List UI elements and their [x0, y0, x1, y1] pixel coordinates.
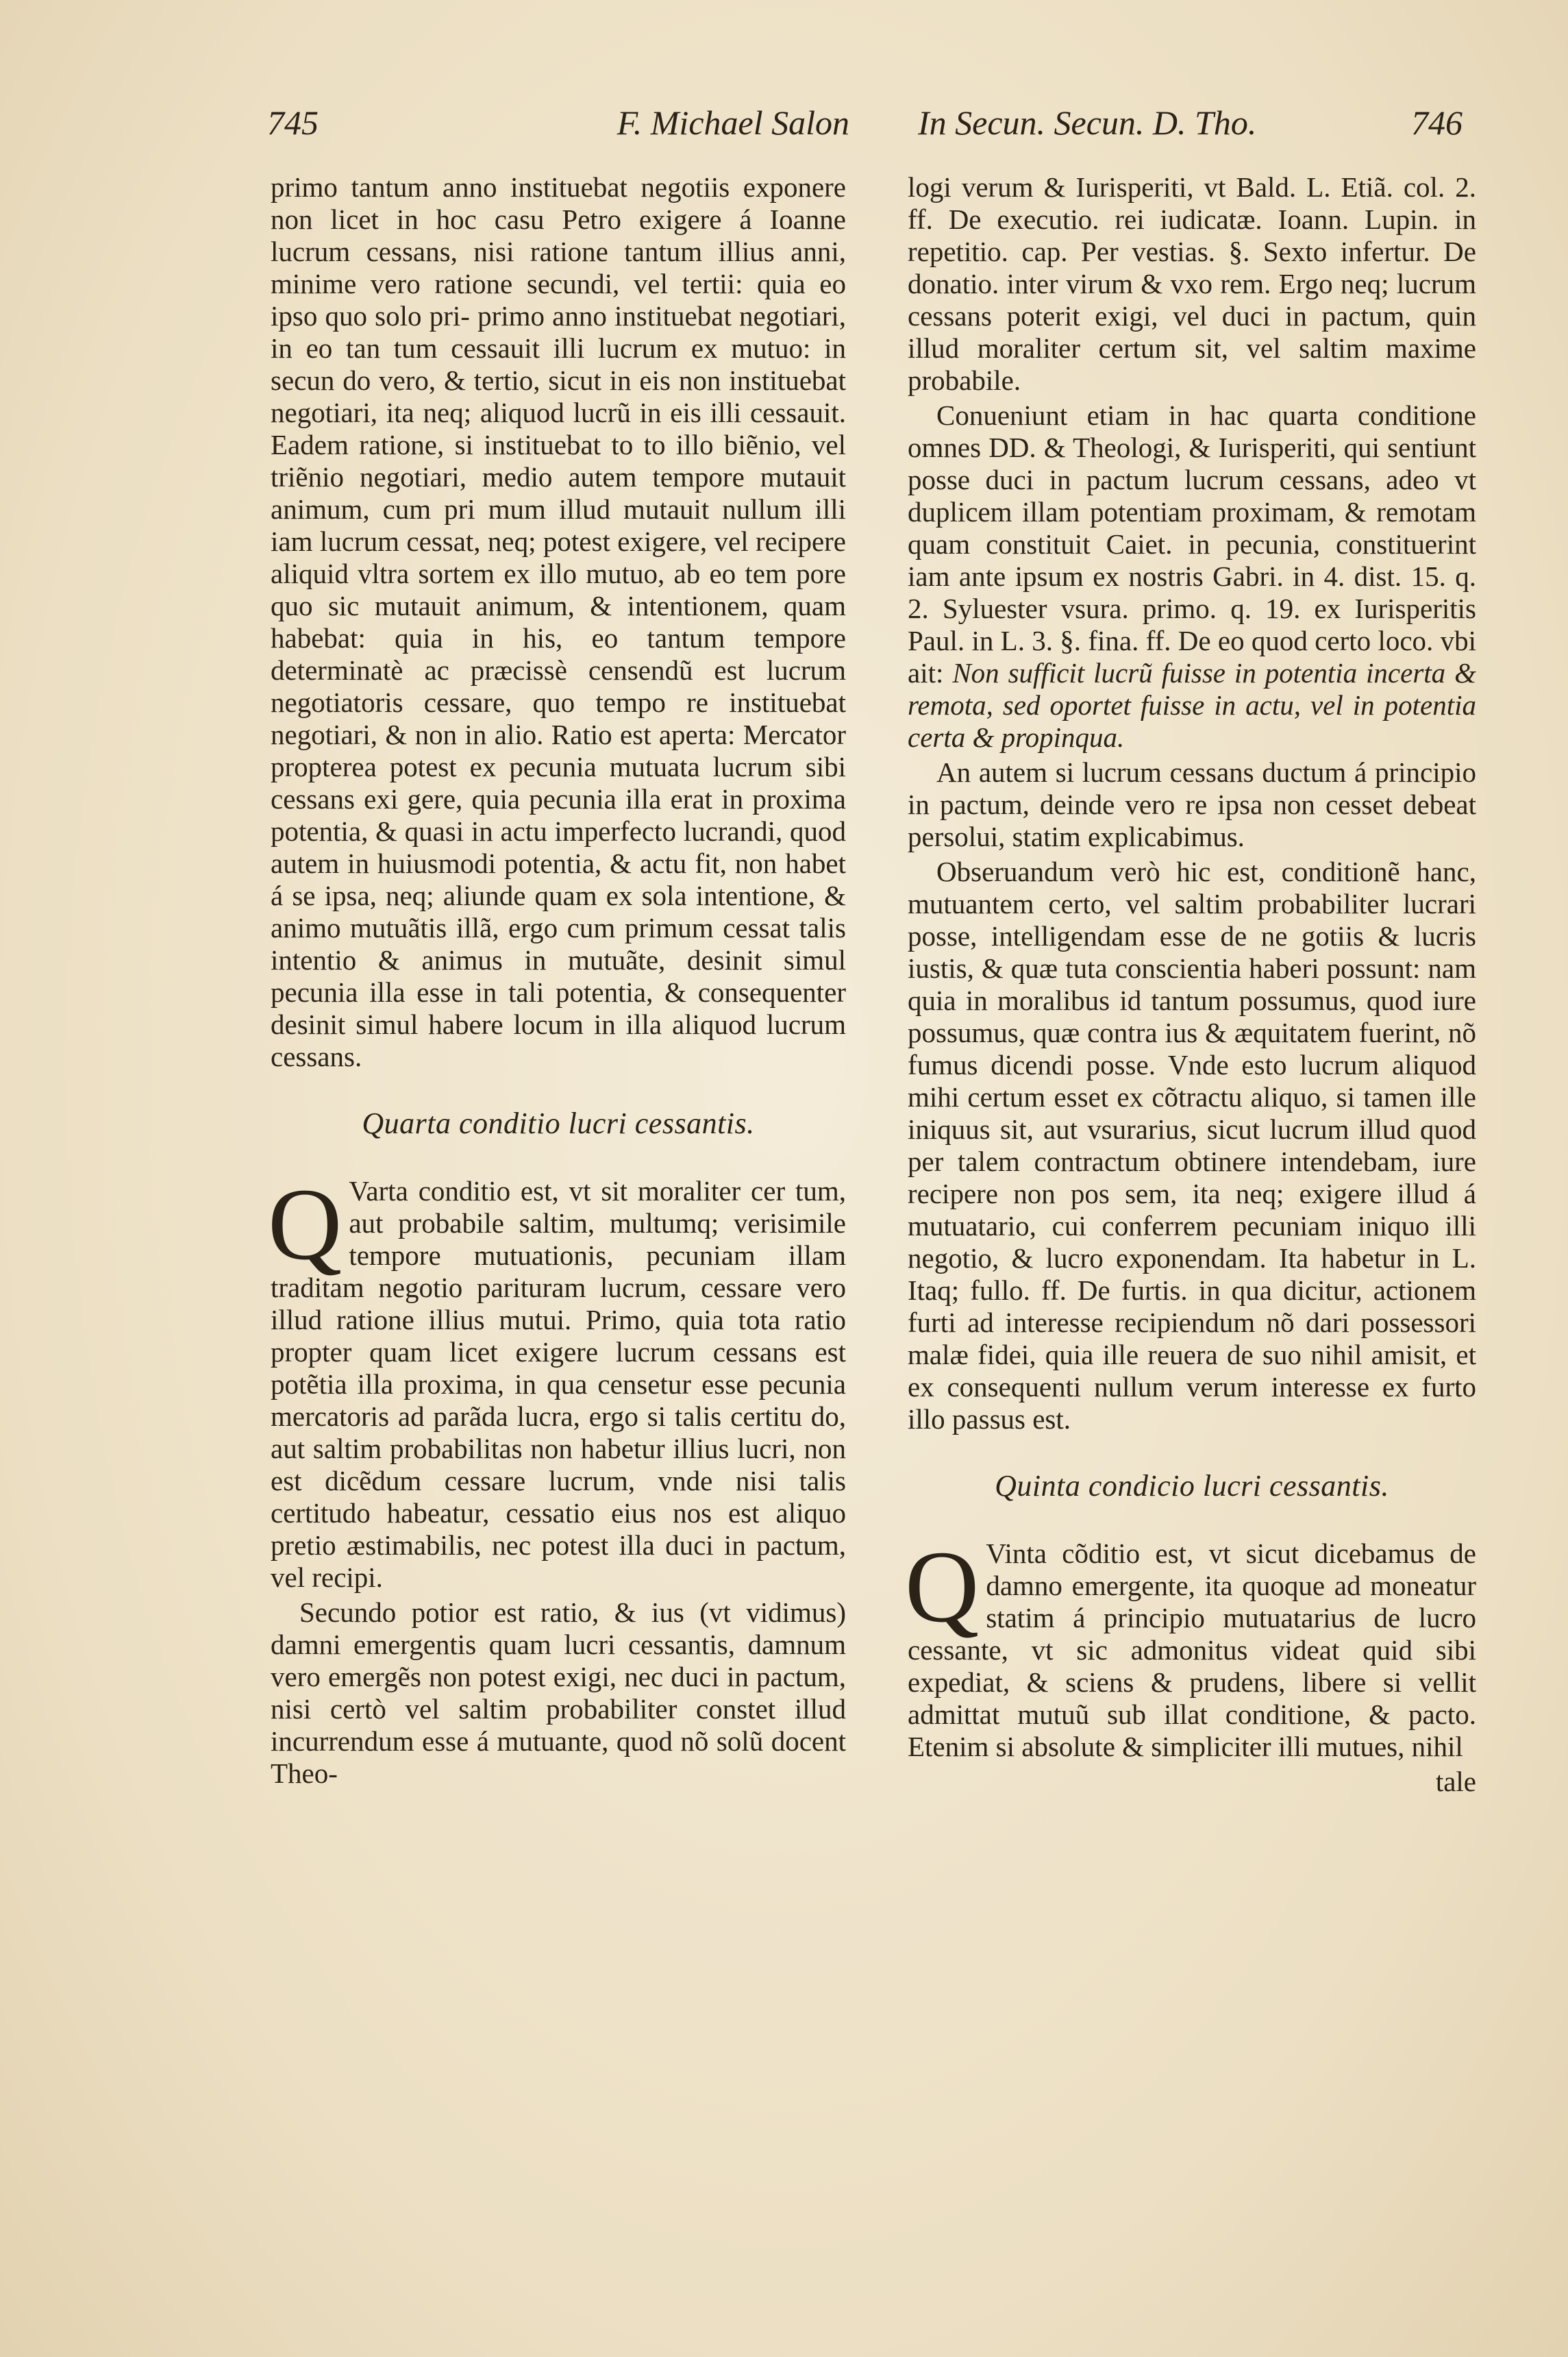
left-column — [268, 171, 846, 1792]
right-running-title: In Secun. Secun. D. Tho. — [918, 103, 1257, 142]
right-paragraph-3: An autem si lucrum cessans ductum á principio in pactum, deinde vero re ipsa non cesset debeat persolui, statim explicabimus. — [908, 756, 1476, 852]
left-paragraph-2-text: Varta conditio est, vt sit moraliter cer tum, aut probabile saltim, multumq; verisimile tempore mutuationis, pecuniam illam traditam negotio parituram lucrum, cessare vero illud ratione illius mutui. Primo, quia tota ratio propter quam licet exigere lucrum cessans est potẽtia illa proxima, in qua censetur esse pecunia mercatoris ad parãda lucra, ergo si talis certitu do, aut saltim probabilitas non habetur illius lucri, non est dicẽdum cessare lucrum, vnde nisi talis certitudo habeatur, cessatio eius nos est aliquo pretio æstimabilis, nec potest illa duci in pactum, vel recipi. — [271, 1175, 846, 1593]
section-heading-quarta: Quarta conditio lucri cessantis. — [362, 1107, 755, 1140]
right-page-number: 746 — [1411, 103, 1463, 142]
right-paragraph-5 — [905, 1530, 1476, 1763]
left-running-header — [267, 103, 849, 158]
left-paragraph-2 — [268, 1168, 846, 1594]
right-paragraph-4: Obseruandum verò hic est, conditionẽ hanc, mutuantem certo, vel saltim probabiliter lucrari posse, intelligendam esse de ne gotiis & lucris iustis, & quæ tuta conscientia haberi possunt: nam quia in moralibus id tantum possumus, quod iure possumus, quæ contra ius & æquitatem fuerint, nõ fumus dicendi posse. Vnde esto lucrum aliquod mihi certum esset ex cõtractu aliquo, si tamen ille iniquus sit, aut vsurarius, sicut lucrum illud quod per talem contractum obtinere intendebam, iure recipere non pos sem, ita neq; exigere illud á mutuatario, cui conferrem pecuniam iniquo illi negotio, & lucro exponendam. Ita habetur in L. Itaq; fullo. ff. De furtis. in qua dicitur, actionem furti ad interesse recipiendum nõ dari possessori malæ fidei, quia ille reuera de suo nihil amisit, et ex consequenti nullum verum interesse ex furto illo passus est. — [908, 856, 1476, 1435]
left-paragraph-3: Secundo potior est ratio, & ius (vt vidimus) damni emergentis quam lucri cessantis, damnum vero emergẽs non potest exigi, nec duci in pactum, nisi certò vel saltim probabiliter constet illud incurrendum esse á mutuante, quod nõ solũ docent Theo- — [271, 1596, 846, 1789]
right-paragraph-2 — [908, 399, 1476, 754]
right-paragraph-5-text: Vinta cõditio est, vt sicut dicebamus de damno emergente, ita quoque ad moneatur statim á principio mutuatarius de lucro cessante, vt sic admonitus videat quid sibi expediat, & sciens & prudens, libere si vellit admittat mutuũ sub illat conditione, & pacto. Etenim si absolute & simpliciter illi mutues, nihil — [908, 1538, 1476, 1762]
legal-quotation: Non sufficit lucrũ fuisse in potentia incerta & remota, sed oportet fuisse in actu, vel in potentia certa & propinqua. — [908, 657, 1476, 753]
left-paragraph-1: primo tantum anno instituebat negotiis exponere non licet in hoc casu Petro exigere á Ioanne lucrum cessans, nisi ratione tantum illius anni, minime vero ratione secundi, vel tertii: quia eo ipso quo solo pri- primo anno instituebat negotiari, in eo tan tum cessauit illi lucrum ex mutuo: in secun do vero, & tertio, sicut in eis non instituebat negotiari, ita neq; aliquod lucrũ in eis illi cessauit. Eadem ratione, si instituebat to to illo biẽnio, vel triẽnio negotiari, medio autem tempore mutauit animum, cum pri mum illud mutauit nullum illi iam lucrum cessat, neq; potest exigere, vel recipere aliquid vltra sortem ex illo mutuo, ab eo tem pore quo sic mutauit animum, & intentionem, quam habebat: quia in his, eo tantum tempore determinatè ac præcissè censendũ est lucrum negotiatoris cessare, quo tempo re instituebat negotiari, & non in alio. Ratio est aperta: Mercator propterea potest ex pecunia mutuata lucrum sibi cessans exi gere, quia pecunia illa erat in proxima potentia, & quasi in actu imperfecto lucrandi, quod autem in huiusmodi potentia, & actu fit, non habet á se ipsa, neq; aliunde quam ex sola intentione, & animo mutuãtis illã, ergo cum primum cessat talis intentio & animus in mutuãte, desinit simul pecunia illa esse in tali potentia, & consequenter desinit simul habere locum in illa aliquod lucrum cessans. — [271, 171, 846, 1072]
right-column — [905, 171, 1476, 1798]
left-running-title: F. Michael Salon — [617, 103, 849, 142]
right-paragraph-2-text: Conueniunt etiam in hac quarta conditione omnes DD. & Theologi, & Iurisperiti, qui sentiunt posse duci in pactum lucrum cessans, adeo vt duplicem illam potentiam proximam, & remotam quam constituit Caiet. in pecunia, constituerint iam ante ipsum ex nostris Gabri. in 4. dist. 15. q. 2. Syluester vsura. primo. q. 19. ex Iurisperitis Paul. in L. 3. §. fina. ff. De eo quod certo loco. vbi ait: — [908, 399, 1476, 689]
right-running-header — [918, 103, 1463, 158]
left-page-number: 745 — [267, 103, 319, 142]
drop-cap-q: Q — [905, 1530, 980, 1644]
drop-cap-q: Q — [268, 1168, 343, 1281]
section-heading-quinta: Quinta condicio lucri cessantis. — [995, 1469, 1389, 1503]
right-paragraph-1: logi verum & Iurisperiti, vt Bald. L. Etiã. col. 2. ff. De executio. rei iudicatæ. Ioann. Lupin. in repetitio. cap. Per vestias. §. Sexto infertur. De donatio. inter virum & vxo rem. Ergo neq; lucrum cessans poterit exigi, vel duci in pactum, quin illud moraliter certum sit, vel saltim maxime probabile. — [908, 171, 1476, 396]
catchword: tale — [1435, 1766, 1476, 1797]
